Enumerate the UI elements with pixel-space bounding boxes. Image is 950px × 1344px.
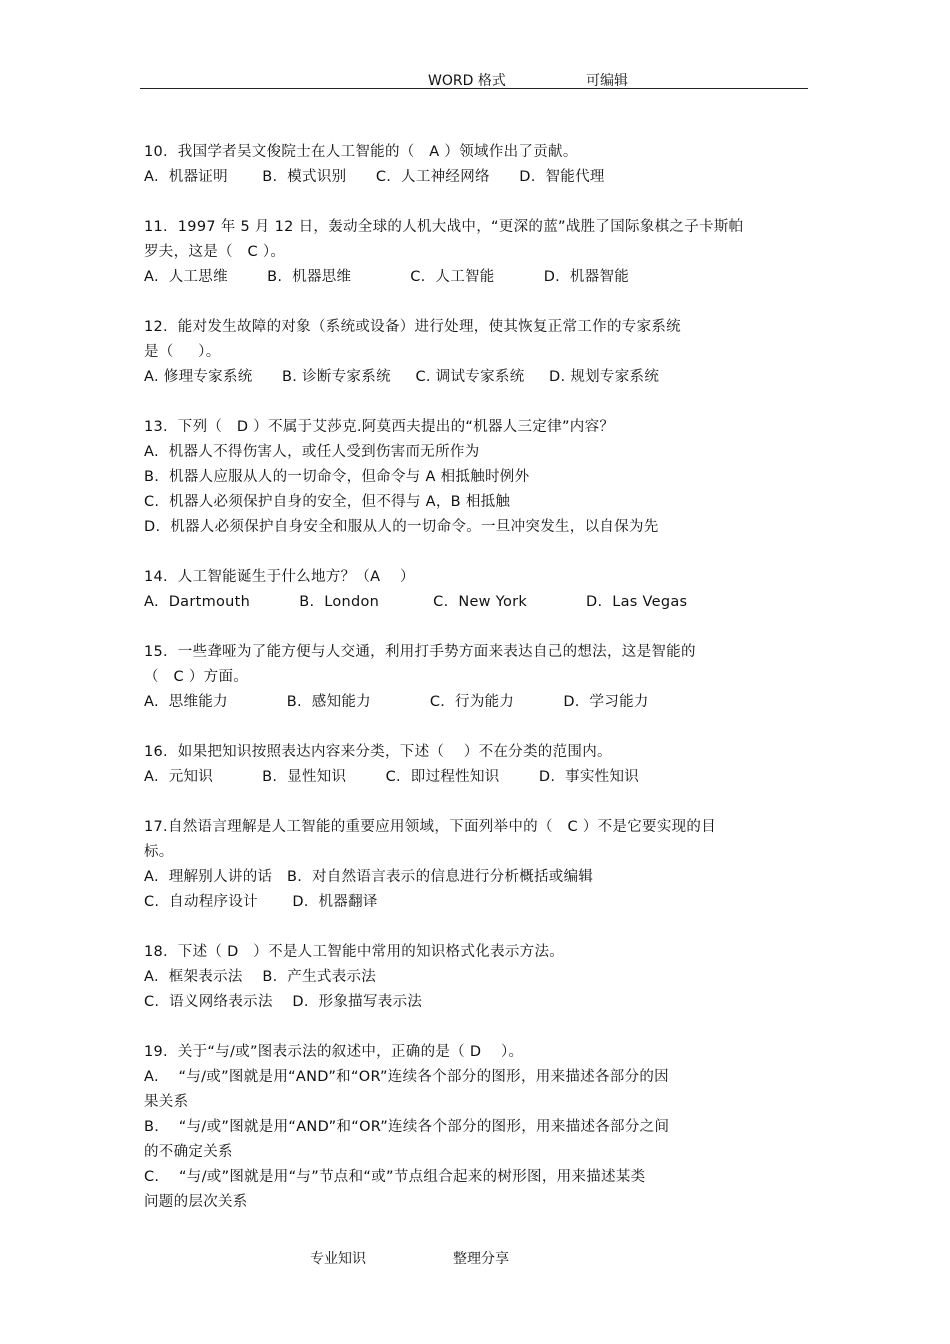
question-line: B. 机器人应服从人的一切命令，但命令与 A 相抵触时例外	[144, 469, 530, 485]
header-format-label: WORD 格式	[428, 73, 506, 89]
question-block	[144, 640, 814, 715]
header-rule	[140, 88, 808, 89]
question-line: 问题的层次关系	[144, 1194, 248, 1210]
question-line: C. 自动程序设计 D. 机器翻译	[144, 894, 378, 910]
footer-left-label: 专业知识	[310, 1251, 366, 1267]
question-line: A. 框架表示法 B. 产生式表示法	[144, 969, 377, 985]
page-footer	[0, 1248, 950, 1268]
question-line: 罗夫，这是（ C ）。	[144, 244, 286, 260]
question-line: A. 理解别人讲的话 B. 对自然语言表示的信息进行分析概括或编辑	[144, 869, 594, 885]
question-line: 是（ ）。	[144, 344, 221, 360]
question-line: C. “与/或”图就是用“与”节点和“或”节点组合起来的树形图，用来描述某类	[144, 1169, 646, 1185]
question-line: A. Dartmouth B. London C. New York D. Las Vegas	[144, 594, 688, 610]
question-block	[144, 740, 814, 790]
question-block	[144, 815, 814, 915]
question-line: （ C ）方面。	[144, 669, 249, 685]
question-line: D. 机器人必须保护自身安全和服从人的一切命令。一旦冲突发生，以自保为先	[144, 519, 659, 535]
question-stem-line: 17.自然语言理解是人工智能的重要应用领域，下面列举中的（ C ）不是它要实现的目	[144, 819, 717, 835]
question-stem-line: 16. 如果把知识按照表达内容来分类，下述（ ）不在分类的范围内。	[144, 744, 612, 760]
footer-right-label: 整理分享	[453, 1251, 509, 1267]
question-list	[144, 140, 814, 1240]
question-line: A. 机器证明 B. 模式识别 C. 人工神经网络 D. 智能代理	[144, 169, 605, 185]
question-stem-line: 18. 下述（ D ）不是人工智能中常用的知识格式化表示方法。	[144, 944, 565, 960]
question-stem-line: 15. 一些聋哑为了能方便与人交通，利用打手势方面来表达自己的想法，这是智能的	[144, 644, 696, 660]
header-editable-label: 可编辑	[586, 73, 628, 89]
question-line: 的不确定关系	[144, 1144, 233, 1160]
question-stem-line: 19. 关于“与/或”图表示法的叙述中，正确的是（ D ）。	[144, 1044, 524, 1060]
question-block	[144, 565, 814, 615]
question-stem-line: 13. 下列（ D ）不属于艾莎克.阿莫西夫提出的“机器人三定律”内容？	[144, 419, 615, 435]
question-line: A. 元知识 B. 显性知识 C. 即过程性知识 D. 事实性知识	[144, 769, 640, 785]
question-block	[144, 315, 814, 390]
question-line: A. 机器人不得伤害人，或任人受到伤害而无所作为	[144, 444, 480, 460]
question-line: C. 机器人必须保护自身的安全，但不得与 A，B 相抵触	[144, 494, 511, 510]
question-line: A. 修理专家系统 B. 诊断专家系统 C. 调试专家系统 D. 规划专家系统	[144, 369, 660, 385]
question-line: A. “与/或”图就是用“AND”和“OR”连续各个部分的图形，用来描述各部分的因	[144, 1069, 669, 1085]
question-line: B. “与/或”图就是用“AND”和“OR”连续各个部分的图形，用来描述各部分之间	[144, 1119, 670, 1135]
question-block	[144, 1040, 814, 1215]
question-stem-line: 12. 能对发生故障的对象（系统或设备）进行处理，使其恢复正常工作的专家系统	[144, 319, 681, 335]
question-block	[144, 415, 814, 540]
question-block	[144, 140, 814, 190]
question-stem-line: 10. 我国学者吴文俊院士在人工智能的（ A ）领域作出了贡献。	[144, 144, 578, 160]
question-block	[144, 940, 814, 1015]
question-line: A. 人工思维 B. 机器思维 C. 人工智能 D. 机器智能	[144, 269, 630, 285]
question-line: A. 思维能力 B. 感知能力 C. 行为能力 D. 学习能力	[144, 694, 649, 710]
page-header	[140, 70, 808, 88]
question-line: C. 语义网络表示法 D. 形象描写表示法	[144, 994, 423, 1010]
question-stem-line: 11. 1997 年 5 月 12 日，轰动全球的人机大战中，“更深的蓝”战胜了国际象棋之子卡斯帕	[144, 219, 744, 235]
question-block	[144, 215, 814, 290]
question-line: 果关系	[144, 1094, 189, 1110]
question-stem-line: 14. 人工智能诞生于什么地方？（A ）	[144, 569, 415, 585]
question-line: 标。	[144, 844, 174, 860]
